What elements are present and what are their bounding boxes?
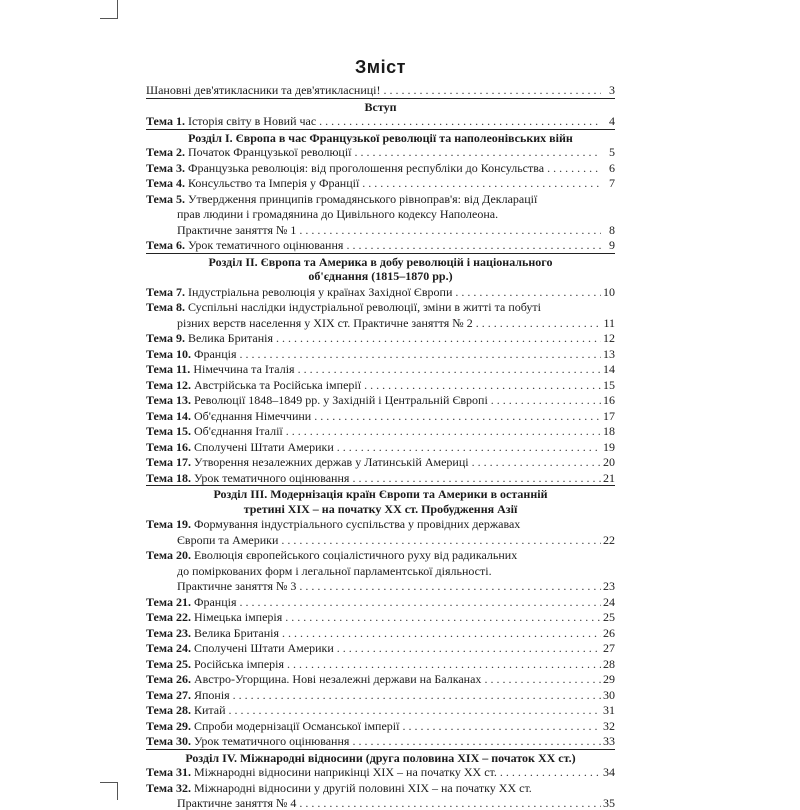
- toc-entry-text: Франція: [193, 594, 237, 609]
- crop-mark-bottom-left-h: [100, 782, 118, 783]
- toc-entry-text-wrap: [146, 285, 601, 299]
- toc-entry-text: Суспільні наслідки індустріальної революції, зміни в житті та побуті: [187, 300, 541, 314]
- toc-entry-text: Китай: [193, 703, 226, 717]
- toc-entry-text-wrap: [146, 455, 601, 469]
- toc-entry: [146, 610, 615, 624]
- toc-entry-text: Французька революція: від проголошення республіки до Консульства: [187, 160, 545, 175]
- toc-entry-text-wrap: [146, 672, 601, 686]
- page-number: 31: [603, 703, 615, 717]
- topic-label: Тема 7.: [146, 284, 185, 299]
- topic-label: Тема 6.: [146, 238, 185, 252]
- toc-entry-text: Сполучені Штати Америки: [193, 439, 334, 454]
- page-number: 4: [609, 114, 615, 128]
- page-number: 21: [603, 470, 615, 485]
- toc-entry: [146, 285, 615, 299]
- toc-entry-text: різних верств населення у ХІХ ст. Практичне заняття № 2: [177, 315, 473, 330]
- crop-mark-top-left-v: [117, 0, 118, 18]
- toc-entry-text-wrap: [146, 703, 601, 717]
- toc-entry: [146, 657, 615, 671]
- topic-label: Тема 27.: [146, 687, 191, 702]
- topic-label: Тема 9.: [146, 331, 185, 345]
- page-number: 26: [603, 625, 615, 640]
- toc-entry-text-wrap: [146, 409, 601, 423]
- toc-entry-text-wrap: [146, 517, 601, 531]
- toc-entry: [146, 517, 615, 531]
- toc-entry: [146, 781, 615, 795]
- toc-entry: [146, 688, 615, 702]
- toc-entry-text: Утвердження принципів громадянського рівноправ'я: від Декларації: [187, 191, 538, 206]
- toc-entry-text: Об'єднання Німеччини: [193, 408, 312, 423]
- toc-entry-text-wrap: [146, 781, 601, 795]
- toc-entry-text-wrap: [146, 641, 601, 655]
- toc-entry-text-wrap: [146, 595, 601, 609]
- toc-entry-text-wrap: [177, 316, 601, 330]
- topic-label: Тема 21.: [146, 594, 191, 609]
- toc-entry-text-wrap: [177, 579, 601, 593]
- section-heading-line2: третині ХІХ – на початку ХХ ст. Пробудження Азії: [243, 501, 518, 516]
- page-number: 27: [603, 641, 615, 655]
- toc-entry-text-wrap: [146, 362, 601, 376]
- toc-entry-text: Німецька імперія: [193, 610, 283, 624]
- toc-entry-text: Франція: [193, 346, 237, 361]
- toc-entry-text-wrap: [177, 223, 601, 237]
- toc-entry-text: Австро-Угорщина. Нові незалежні держави на Балканах: [193, 672, 482, 686]
- toc-entry: [146, 347, 615, 361]
- topic-label: Тема 16.: [146, 439, 191, 454]
- toc-entry: [146, 734, 615, 748]
- toc-entry-text-wrap: [146, 688, 601, 702]
- toc-entry-text-wrap: [146, 347, 601, 361]
- page-number: 22: [603, 532, 615, 547]
- toc-entry-text-wrap: [146, 610, 601, 624]
- toc-entry-text-wrap: [146, 114, 601, 128]
- toc-entry-text: Міжнародні відносини у другій половині ХІХ – на початку ХХ ст.: [193, 780, 532, 795]
- crop-mark-top-left-h: [100, 18, 118, 19]
- toc-entry-text: Велика Британія: [187, 331, 273, 345]
- topic-label: Тема 8.: [146, 300, 185, 314]
- toc-entry: [146, 161, 615, 175]
- toc-entry: [146, 176, 615, 190]
- toc-entry-text-wrap: [146, 238, 601, 252]
- toc-entry-text-wrap: [177, 796, 601, 810]
- toc-entry: [146, 703, 615, 717]
- topic-label: Тема 2.: [146, 145, 185, 159]
- toc-entry-text: Початок Французької революції: [187, 145, 352, 159]
- toc-entry-text: Практичне заняття № 4: [177, 796, 297, 810]
- topic-label: Тема 5.: [146, 191, 185, 206]
- toc-entry: [146, 548, 615, 562]
- toc-entry-text-wrap: [146, 176, 601, 190]
- toc-entry-text: Практичне заняття № 3: [177, 579, 297, 593]
- toc-entry-text-wrap: [146, 83, 601, 97]
- page-number: 13: [603, 346, 615, 361]
- toc-entry-text-wrap: [146, 657, 601, 671]
- topic-label: Тема 30.: [146, 734, 191, 748]
- page-number: 24: [603, 594, 615, 609]
- section-heading: Розділ IV. Міжнародні відносини (друга половина ХІХ – початок ХХ ст.): [185, 750, 576, 765]
- toc-entry-text-wrap: [146, 719, 601, 733]
- topic-label: Тема 26.: [146, 672, 191, 686]
- page-number: 10: [603, 284, 615, 299]
- page-number: 17: [603, 408, 615, 423]
- topic-label: Тема 28.: [146, 703, 191, 717]
- toc-entry-text: Революції 1848–1849 рр. у Західній і Центральній Європі: [193, 393, 488, 407]
- toc-entry: [146, 83, 615, 97]
- topic-label: Тема 4.: [146, 176, 185, 190]
- toc-entry-text: Російська імперія: [193, 656, 285, 671]
- topic-label: Тема 23.: [146, 625, 191, 640]
- topic-label: Тема 20.: [146, 548, 191, 562]
- toc-entry-continuation: [146, 796, 615, 810]
- toc-entry-text: прав людини і громадянина до Цивільного кодексу Наполеона.: [177, 207, 499, 221]
- page-number: 25: [603, 610, 615, 624]
- toc-entry-continuation: [146, 316, 615, 330]
- toc-entry-continuation: [146, 579, 615, 593]
- section-heading: Розділ ІІ. Європа та Америка в добу революцій і національного: [208, 254, 553, 269]
- toc-entry-continuation: [146, 564, 615, 578]
- page-number: 19: [603, 439, 615, 454]
- toc-entry-text: Урок тематичного оцінювання: [187, 238, 344, 252]
- toc-entry: [146, 331, 615, 345]
- toc-entry: [146, 192, 615, 206]
- section-heading: Розділ ІІІ. Модернізація країн Європи та Америки в останній: [213, 487, 548, 501]
- topic-label: Тема 15.: [146, 424, 191, 438]
- topic-label: Тема 24.: [146, 641, 191, 655]
- toc-entry-text: Японія: [193, 687, 230, 702]
- toc-entry: [146, 455, 615, 469]
- topic-label: Тема 18.: [146, 470, 191, 485]
- page-number: 30: [603, 687, 615, 702]
- toc-entry-text-wrap: [146, 161, 601, 175]
- page-number: 33: [603, 734, 615, 748]
- toc-entry-text-wrap: [146, 471, 601, 485]
- toc-entry-text-wrap: [146, 765, 601, 779]
- toc-entry-text: Об'єднання Італії: [193, 424, 283, 438]
- toc-entry-text-wrap: [146, 145, 601, 159]
- page-number: 7: [609, 176, 615, 190]
- section-heading: Розділ І. Європа в час Французької революції та наполеонівських війн: [188, 130, 573, 145]
- toc-entry-text-wrap: [177, 207, 601, 221]
- toc-entry: [146, 471, 615, 485]
- page-number: 32: [603, 718, 615, 733]
- page-number: 9: [609, 238, 615, 252]
- topic-label: Тема 13.: [146, 393, 191, 407]
- page-number: 6: [609, 160, 615, 175]
- toc-entry-text: Формування індустріального суспільства у провідних державах: [193, 517, 521, 531]
- toc-entry: [146, 626, 615, 640]
- section-divider: [146, 98, 615, 99]
- toc-entry: [146, 641, 615, 655]
- topic-label: Тема 25.: [146, 656, 191, 671]
- toc-entry: [146, 378, 615, 392]
- toc-entry: [146, 300, 615, 314]
- toc-entry: [146, 765, 615, 779]
- toc-entry-text: Практичне заняття № 1: [177, 222, 297, 237]
- section-divider: [146, 253, 615, 254]
- page-number: 11: [603, 315, 615, 330]
- toc-entry: [146, 440, 615, 454]
- toc-entry-text-wrap: [146, 734, 601, 748]
- toc-entry-text: Індустріальна революція у країнах Західної Європи: [187, 284, 453, 299]
- section-divider: [146, 749, 615, 750]
- toc-entry-text-wrap: [146, 331, 601, 345]
- page-number: 8: [609, 222, 615, 237]
- topic-label: Тема 3.: [146, 160, 185, 175]
- toc-entry-text: Урок тематичного оцінювання: [193, 470, 350, 485]
- toc-entry-text: Німеччина та Італія: [193, 362, 295, 376]
- page-number: 18: [603, 424, 615, 438]
- toc-entry-text-wrap: [146, 548, 601, 562]
- topic-label: Тема 29.: [146, 718, 191, 733]
- page-number: 23: [603, 579, 615, 593]
- toc-entry-text-wrap: [146, 378, 601, 392]
- page-number: 3: [609, 83, 615, 97]
- toc-entry: [146, 409, 615, 423]
- page-number: 28: [603, 656, 615, 671]
- toc-entry-text: Шановні дев'ятикласники та дев'ятикласниці!: [146, 83, 381, 97]
- topic-label: Тема 14.: [146, 408, 191, 423]
- toc-entry-text: до поміркованих форм і легальної парламентської діяльності.: [177, 563, 492, 578]
- topic-label: Тема 11.: [146, 362, 191, 376]
- topic-label: Тема 10.: [146, 346, 191, 361]
- page-number: 14: [603, 362, 615, 376]
- toc-entry-text-wrap: [146, 424, 601, 438]
- topic-label: Тема 22.: [146, 610, 191, 624]
- toc-entry: [146, 362, 615, 376]
- page-number: 15: [603, 377, 615, 392]
- topic-label: Тема 1.: [146, 114, 185, 128]
- toc-entry-continuation: [146, 533, 615, 547]
- section-heading-line2: об'єднання (1815–1870 рр.): [308, 269, 453, 283]
- topic-label: Тема 17.: [146, 455, 191, 469]
- toc-entry-text: Урок тематичного оцінювання: [193, 734, 350, 748]
- toc-entry-text: Утворення незалежних держав у Латинській Америці: [193, 455, 469, 469]
- page-number: 34: [603, 765, 615, 779]
- topic-label: Тема 31.: [146, 765, 191, 779]
- toc-entry-text-wrap: [146, 300, 601, 314]
- page-number: 16: [603, 393, 615, 407]
- section-divider: [146, 485, 615, 486]
- toc-entry-text: Велика Британія: [193, 625, 279, 640]
- topic-label: Тема 32.: [146, 780, 191, 795]
- toc-entry-text-wrap: [146, 393, 601, 407]
- page-number: 35: [603, 796, 615, 810]
- page-number: 20: [603, 455, 615, 469]
- toc-entry: [146, 595, 615, 609]
- toc-entry-text: Історія світу в Новий час: [187, 114, 317, 128]
- toc-entry-continuation: [146, 207, 615, 221]
- toc-entry-text: Спроби модернізації Османської імперії: [193, 718, 400, 733]
- toc-entry-text-wrap: [177, 533, 601, 547]
- toc-entry-text-wrap: [146, 626, 601, 640]
- toc-entry-text: Еволюція європейського соціалістичного руху від радикальних: [193, 548, 518, 562]
- toc-entry-text-wrap: [146, 192, 601, 206]
- toc-entry-text: Європи та Америки: [177, 532, 279, 547]
- topic-label: Тема 19.: [146, 517, 191, 531]
- toc-entry: [146, 719, 615, 733]
- toc-entry-text: Консульство та Імперія у Франції: [187, 176, 360, 190]
- toc-entry: [146, 672, 615, 686]
- toc-entry: [146, 393, 615, 407]
- toc-entry-continuation: [146, 223, 615, 237]
- crop-mark-bottom-left-v: [117, 782, 118, 800]
- page-number: 29: [603, 672, 615, 686]
- toc-entry: [146, 424, 615, 438]
- page-number: 5: [609, 145, 615, 159]
- toc-entry-text: Міжнародні відносини наприкінці ХІХ – на початку ХХ ст.: [193, 765, 497, 779]
- page-title: Зміст: [355, 57, 406, 77]
- section-divider: [146, 129, 615, 130]
- section-heading: Вступ: [364, 99, 397, 114]
- toc-entry: [146, 145, 615, 159]
- toc-entry-text: Австрійська та Російська імперії: [193, 377, 362, 392]
- toc-entry: [146, 238, 615, 252]
- toc-entry-text-wrap: [146, 440, 601, 454]
- page-number: 12: [603, 331, 615, 345]
- toc-entry: [146, 114, 615, 128]
- topic-label: Тема 12.: [146, 377, 191, 392]
- toc-entry-text: Сполучені Штати Америки: [193, 641, 334, 655]
- toc-entry-text-wrap: [177, 564, 601, 578]
